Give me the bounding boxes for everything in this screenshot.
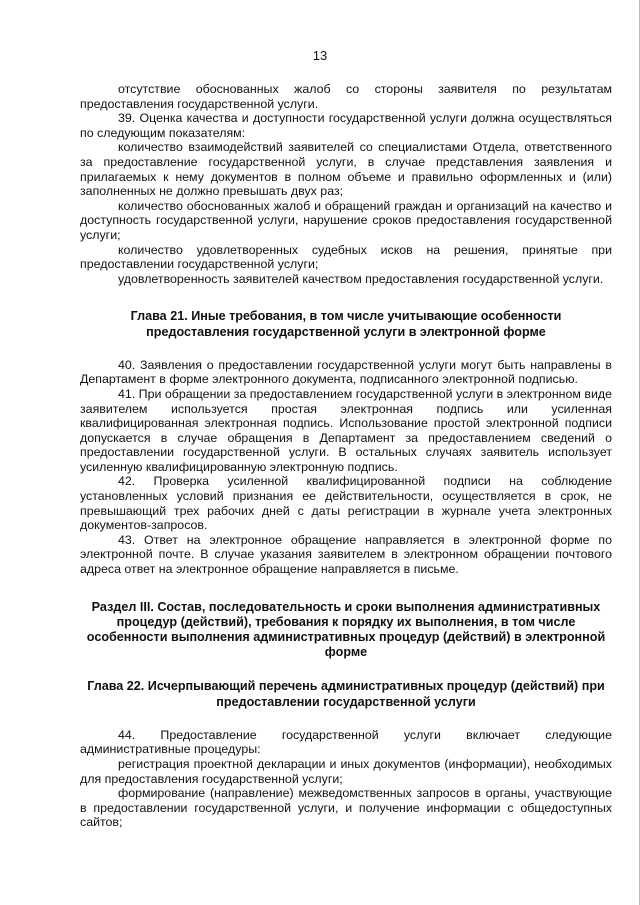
paragraph-41: 41. При обращении за предоставлением государственной услуги в электронном виде заявителем используется простая электронная подпись или усиленная квалифицированная электронная подпись. Использование простой электронной подписи допускается в случае обращения в Департамент за предоставлением сведений о предоставлении государственной услуги. В остальных случаях заявитель использует усиленную квалифицированную электронную подпись. <box>80 386 612 474</box>
page-number: 13 <box>312 48 328 63</box>
paragraph-complaints-result: отсутствие обоснованных жалоб со стороны заявителя по результатам предоставления государственной услуги. <box>80 82 612 111</box>
paragraph-40: 40. Заявления о предоставлении государственной услуги могут быть направлены в Департамент в форме электронного документа, подписанного электронной подписью. <box>80 357 612 387</box>
paragraph-interactions-count: количество взаимодействий заявителей со специалистами Отдела, ответственного за предоставление государственной услуги, в случае представления заявления и прилагаемых к нему документов в полном объеме и правильно оформленных и (или) заполненных не должно превышать двух раз; <box>80 140 612 199</box>
paragraph-complaints-count: количество обоснованных жалоб и обращений граждан и организаций на качество и доступность государственной услуги, нарушение сроков предоставления государственной услуги; <box>80 198 612 242</box>
section-3-heading: Раздел III. Состав, последовательность и сроки выполнения административных процедур (действий), требования к порядку их выполнения, в том числе особенности выполнения административных процедур (действий) в электронной форме <box>86 599 606 660</box>
paragraph-43: 43. Ответ на электронное обращение направляется в электронной форме по электронной почте. В случае указания заявителем в электронном обращении почтового адреса ответ на электронное обращение направляется в письме. <box>80 532 612 577</box>
chapter-22-heading: Глава 22. Исчерпывающий перечень административных процедур (действий) при предоставлении государственной услуги <box>87 679 605 709</box>
paragraph-registration: регистрация проектной декларации и иных документов (информации), необходимых для предоставления государственной услуги; <box>80 757 612 786</box>
document-body <box>80 82 612 830</box>
chapter-21-heading: Глава 21. Иные требования, в том числе учитывающие особенности предоставления государственной услуги в электронной форме <box>130 309 562 339</box>
paragraph-42: 42. Проверка усиленной квалифицированной подписи на соблюдение установленных условий признания ее действительности, осуществляется в срок, не превышающий трех рабочих дней с даты регистрации в журнале учета электронных документов-запросов. <box>80 474 612 533</box>
paragraph-satisfaction: удовлетворенность заявителей качеством предоставления государственной услуги. <box>118 271 604 286</box>
paragraph-interagency-requests: формирование (направление) межведомственных запросов в органы, участвующие в предоставлении государственной услуги, и получение информации с общедоступных сайтов; <box>80 786 612 830</box>
paragraph-44: 44. Предоставление государственной услуги включает следующие административные процедуры: <box>80 727 612 757</box>
paragraph-39: 39. Оценка качества и доступности государственной услуги должна осуществляться по следующим показателям: <box>80 111 612 140</box>
paragraph-lawsuits-count: количество удовлетворенных судебных исков на решения, принятые при предоставлении государственной услуги; <box>80 242 612 272</box>
